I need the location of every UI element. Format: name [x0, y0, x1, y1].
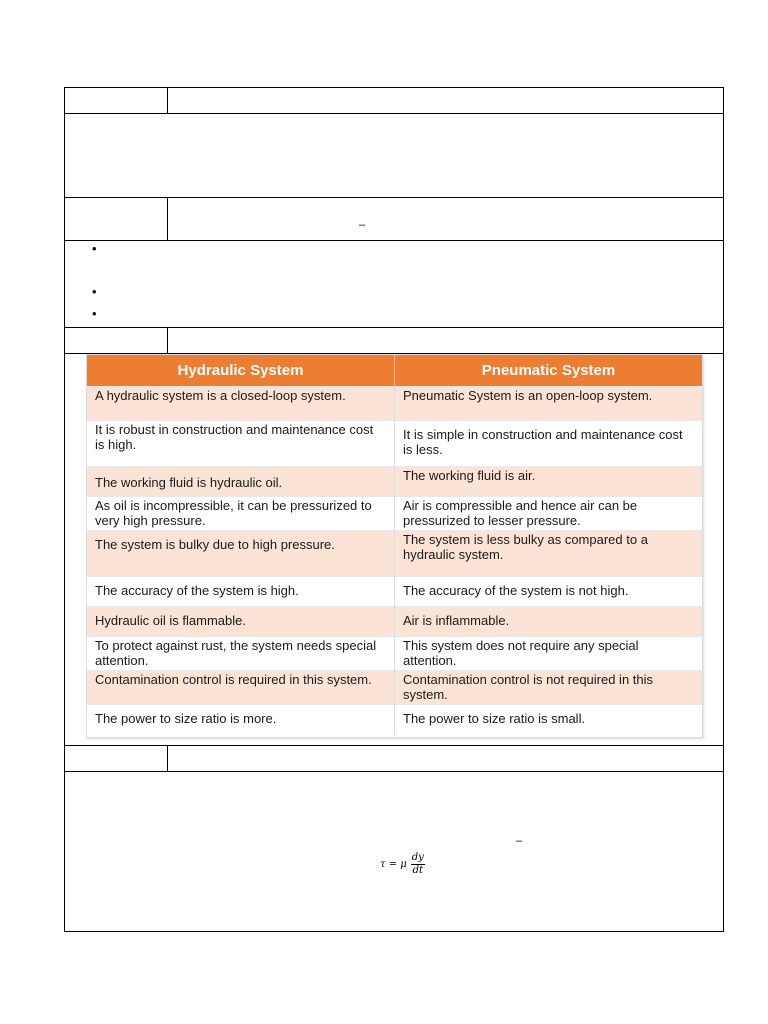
label-column-divider: [167, 87, 168, 114]
row-divider: [64, 771, 724, 772]
pneumatic-cell: The working fluid is air.: [395, 467, 703, 497]
row-divider: [64, 327, 724, 328]
bullet-point: •: [92, 306, 97, 321]
hydraulic-cell: Hydraulic oil is flammable.: [87, 607, 395, 637]
pneumatic-cell: Pneumatic System is an open-loop system.: [395, 387, 703, 421]
label-column-divider: [167, 745, 168, 772]
table-row: [87, 531, 702, 577]
pneumatic-cell: The system is less bulky as compared to a hydraulic system.: [395, 531, 703, 577]
label-column-divider: [167, 197, 168, 241]
table-row: [87, 637, 702, 671]
hydraulic-cell: The working fluid is hydraulic oil.: [87, 467, 395, 497]
hydraulic-cell: Contamination control is required in this system.: [87, 671, 395, 705]
hydraulic-cell: It is robust in construction and maintenance cost is high.: [87, 421, 395, 467]
table-row: [87, 497, 702, 531]
hydraulic-cell: The accuracy of the system is high.: [87, 577, 395, 607]
label-column-divider: [167, 327, 168, 354]
hydraulic-cell: The power to size ratio is more.: [87, 705, 395, 735]
hydraulic-cell: The system is bulky due to high pressure.: [87, 531, 395, 577]
formula-fraction: [411, 852, 425, 877]
pneumatic-cell: The power to size ratio is small.: [395, 705, 703, 735]
table-row: [87, 421, 702, 467]
pneumatic-cell: This system does not require any special attention.: [395, 637, 703, 671]
bullet-point: •: [92, 241, 97, 256]
table-row: [87, 577, 702, 607]
pneumatic-cell: Air is compressible and hence air can be pressurized to lesser pressure.: [395, 497, 703, 531]
row-divider: [64, 240, 724, 241]
dash-mark: –: [516, 835, 523, 847]
dash-mark: –: [359, 219, 366, 231]
bullet-point: •: [92, 284, 97, 299]
table-row: [87, 607, 702, 637]
pneumatic-cell: Air is inflammable.: [395, 607, 703, 637]
formula-denominator: dt: [412, 865, 424, 876]
table-row: [87, 387, 702, 421]
hydraulic-cell: To protect against rust, the system needs special attention.: [87, 637, 395, 671]
row-divider: [64, 745, 724, 746]
table-header-row: [87, 355, 702, 387]
table-row: [87, 671, 702, 705]
column-header-pneumatic: Pneumatic System: [395, 355, 703, 387]
formula-lhs: τ = μ: [380, 859, 407, 870]
pneumatic-cell: The accuracy of the system is not high.: [395, 577, 703, 607]
row-divider: [64, 197, 724, 198]
pneumatic-cell: Contamination control is not required in this system.: [395, 671, 703, 705]
column-header-hydraulic: Hydraulic System: [87, 355, 395, 387]
pneumatic-cell: It is simple in construction and maintenance cost is less.: [395, 421, 703, 467]
table-row: [87, 467, 702, 497]
hydraulic-cell: As oil is incompressible, it can be pressurized to very high pressure.: [87, 497, 395, 531]
viscosity-formula: [380, 852, 425, 877]
comparison-table: [86, 354, 703, 738]
table-row: [87, 705, 702, 735]
hydraulic-cell: A hydraulic system is a closed-loop system.: [87, 387, 395, 421]
formula-numerator: dy: [411, 852, 424, 863]
row-divider: [64, 113, 724, 114]
